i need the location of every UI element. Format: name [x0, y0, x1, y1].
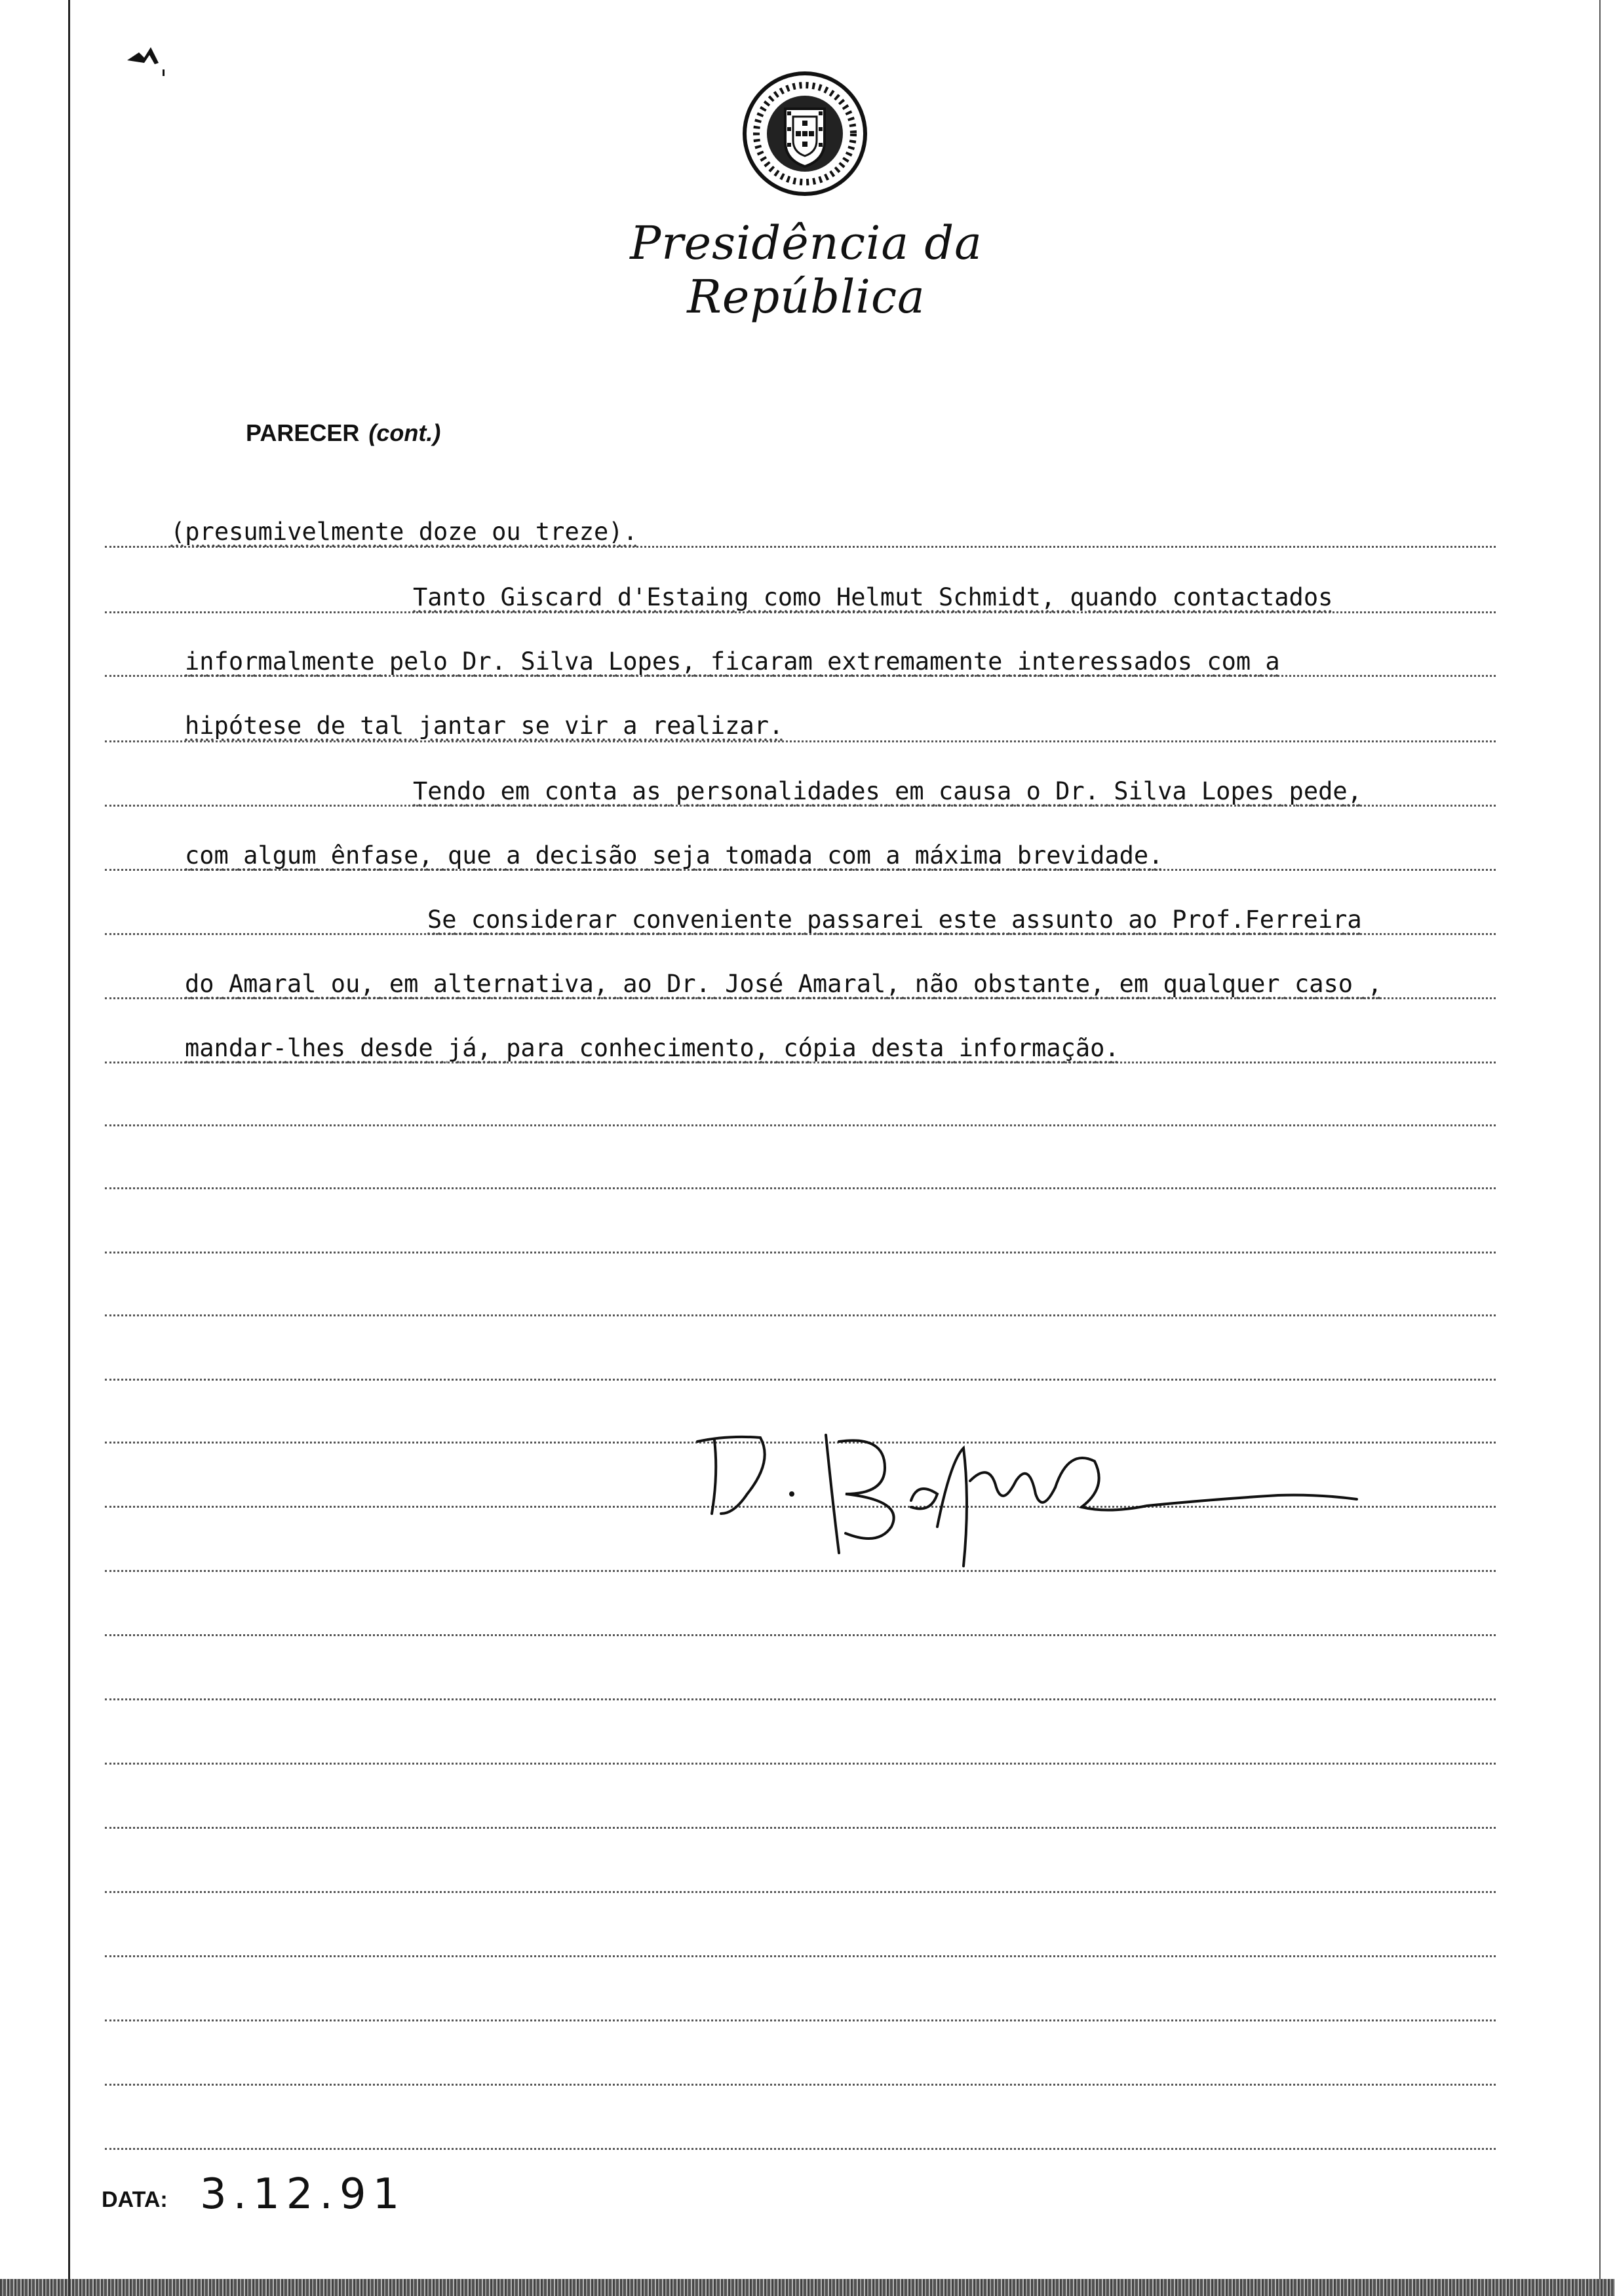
form-title-suffix: (cont.) [368, 419, 441, 446]
ruled-line [105, 1252, 1496, 1253]
body-line-5: Tendo em conta as personalidades em causa o Dr. Silva Lopes pede, [413, 777, 1362, 805]
ruled-line [105, 1763, 1496, 1765]
ruled-line [105, 1634, 1496, 1636]
body-line-9: mandar-lhes desde já, para conhecimento, cópia desta informação. [185, 1034, 1119, 1062]
ruled-line [105, 546, 1496, 548]
ruled-line [105, 611, 1496, 613]
ruled-line [105, 1314, 1496, 1316]
body-line-4: hipótese de tal jantar se vir a realizar. [185, 712, 784, 740]
scan-edge-noise [0, 2279, 1615, 2296]
ruled-line [105, 1187, 1496, 1189]
scan-mark-icon [125, 41, 170, 80]
ruled-line [105, 2148, 1496, 2150]
ruled-line [105, 2084, 1496, 2086]
body-line-2: Tanto Giscard d'Estaing como Helmut Schmidt, quando contactados [413, 583, 1333, 611]
handwritten-signature-icon [688, 1422, 1409, 1579]
body-line-3: informalmente pelo Dr. Silva Lopes, ficaram extremamente interessados com a [185, 647, 1280, 676]
ruled-line [105, 1379, 1496, 1381]
ruled-line [105, 1955, 1496, 1957]
date-label: DATA: [102, 2187, 168, 2212]
ruled-line [105, 2019, 1496, 2021]
body-line-8: do Amaral ou, em alternativa, ao Dr. José Amaral, não obstante, em qualquer caso , [185, 970, 1382, 998]
date-value: 3.12.91 [200, 2170, 406, 2219]
body-line-1: (presumivelmente doze ou treze). [170, 518, 638, 546]
ruled-line [105, 1891, 1496, 1893]
ruled-line [105, 740, 1496, 742]
body-line-7: Se considerar conveniente passarei este assunto ao Prof.Ferreira [427, 906, 1362, 934]
page-right-border [1599, 0, 1601, 2296]
page-left-border [68, 0, 70, 2296]
institution-title: Presidência da República [630, 216, 983, 324]
body-line-6: com algum ênfase, que a decisão seja tomada com a máxima brevidade. [185, 841, 1163, 870]
ruled-line [105, 1124, 1496, 1126]
portuguese-coat-of-arms-icon [739, 68, 870, 199]
form-heading [246, 419, 440, 447]
form-title: PARECER [246, 419, 360, 446]
ruled-line [105, 1698, 1496, 1700]
ruled-line [105, 1827, 1496, 1829]
